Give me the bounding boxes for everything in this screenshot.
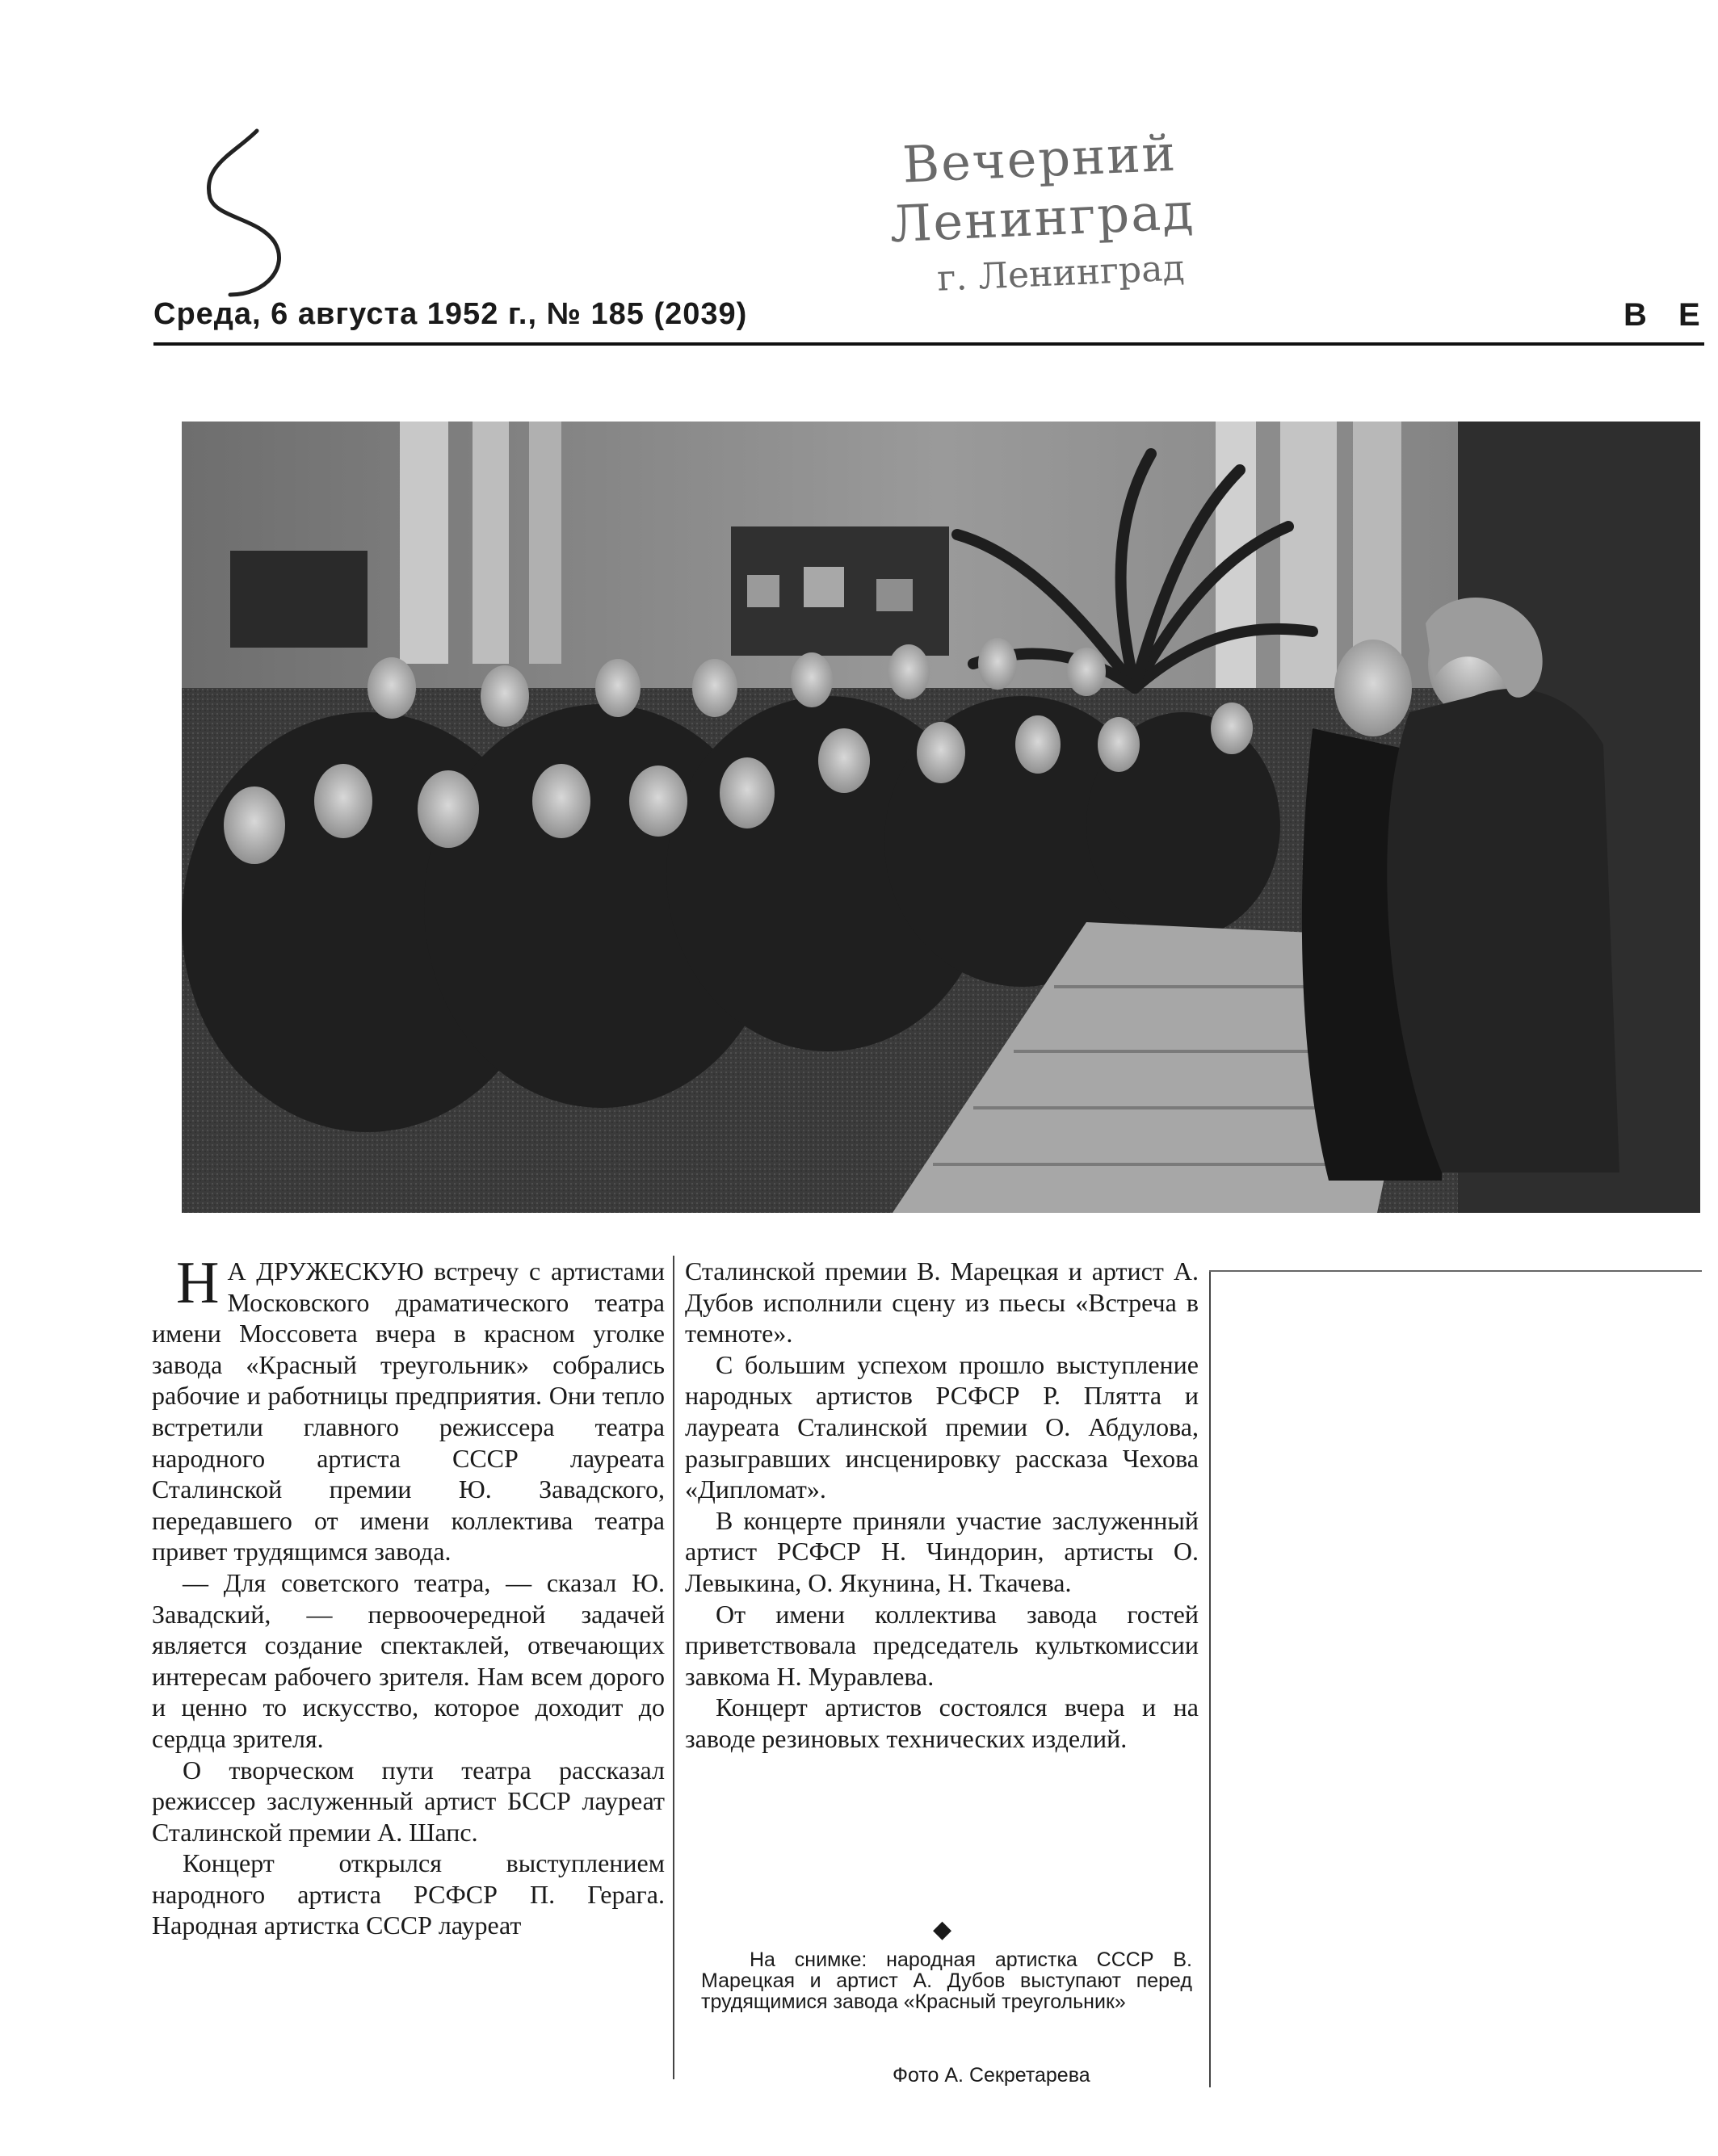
article-paragraph: — Для советского театра, — сказал Ю. Завадский, — первоочередной задачей является создание спектаклей, отвечающих интересам рабочего зрителя. Нам всем дорого и ценно то искусство, которое доходит до сердца зрителя.	[152, 1567, 665, 1753]
article-paragraph: В концерте приняли участие заслуженный артист РСФСР Н. Чиндорин, артисты О. Левыкина, О. Якунина, Н. Ткачева.	[685, 1505, 1199, 1597]
article-paragraph-text: А ДРУЖЕСКУЮ встречу с артистами Московского драматического театра имени Моссовета вчера в красном уголке завода «Красный треугольник» собрались рабочие и работницы предприятия. Они тепло встретили главного режиссера театра народного артиста СССР лауреата Сталинской премии Ю. Завадского, передавшего от имени коллектива театра привет трудящимся завода.	[152, 1256, 665, 1567]
stamp-city: г. Ленинград	[936, 247, 1186, 300]
handwritten-number-mark	[186, 121, 307, 307]
separator-diamond-icon: ◆	[933, 1916, 952, 1943]
article-left-column	[152, 1250, 665, 1941]
article-paragraph: От имени коллектива завода гостей приветствовала председатель культкомиссии завкома Н. Муравлева.	[685, 1599, 1199, 1691]
article-paragraph: Концерт открылся выступлением народного артиста РСФСР П. Герага. Народная артистка СССР лауреат	[152, 1848, 665, 1940]
article-right-column	[685, 1256, 1199, 1755]
article-paragraph	[152, 1250, 665, 1567]
article-paragraph: Концерт артистов состоялся вчера и на заводе резиновых технических изделий.	[685, 1693, 1199, 1753]
drop-cap: Н	[176, 1250, 220, 1316]
archive-stamp	[756, 117, 1328, 307]
column-divider	[673, 1256, 674, 2079]
clipping-edge-top	[1209, 1270, 1702, 1272]
clipping-edge-right	[1209, 1272, 1211, 2087]
issue-line: Среда, 6 августа 1952 г., № 185 (2039)	[153, 297, 748, 331]
article-paragraph: О творческом пути театра рассказал режиссер заслуженный артист БССР лауреат Сталинской премии А. Шапс.	[152, 1755, 665, 1847]
photo-credit: Фото А. Секретарева	[893, 2064, 1090, 2087]
article-paragraph: С большим успехом прошло выступление народных артистов РСФСР Р. Плятта и лауреата Сталинской премии О. Абдулова, разыгравших инсценировку рассказа Чехова «Дипломат».	[685, 1349, 1199, 1504]
photo-audience-theater-scene-icon	[182, 422, 1700, 1213]
photo-caption-text: На снимке: народная артистка СССР В. Марецкая и артист А. Дубов выступают перед трудящимися завода «Красный треугольник»	[701, 1948, 1192, 2013]
masthead-right-fragment: В Е	[1623, 297, 1712, 333]
article-paragraph: Сталинской премии В. Марецкая и артист А. Дубов исполнили сцену из пьесы «Встреча в темноте».	[685, 1256, 1199, 1349]
photo-caption	[701, 1949, 1192, 2012]
stamp-title: Вечерний Ленинград	[888, 123, 1196, 254]
masthead-rule	[153, 342, 1704, 346]
news-photo	[182, 422, 1700, 1213]
